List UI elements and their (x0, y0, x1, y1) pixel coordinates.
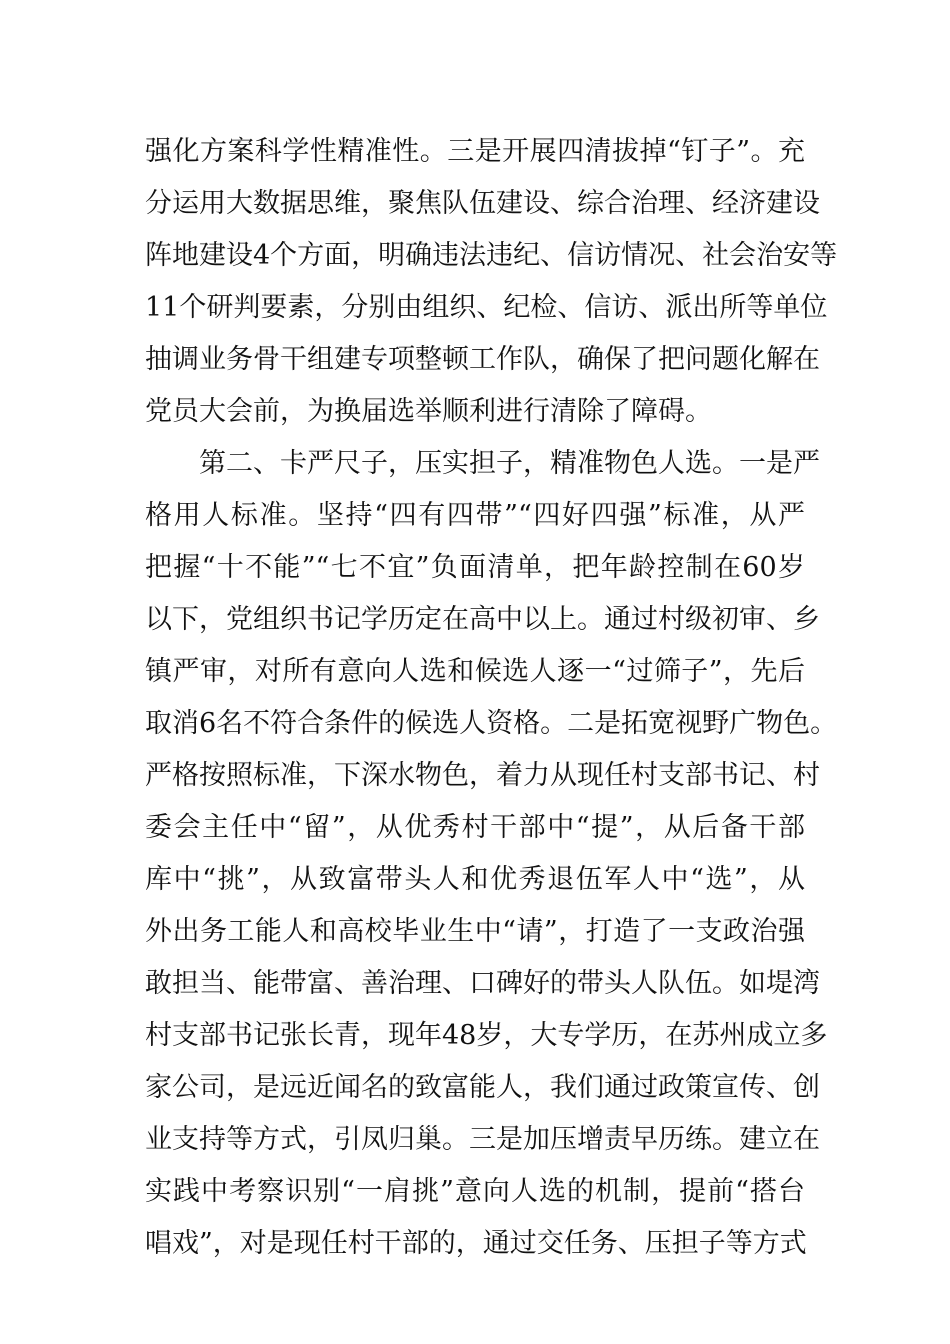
text-line: 镇严审，对所有意向人选和候选人逐一“过筛子”，先后 (145, 656, 805, 687)
text-line: 家公司，是远近闻名的致富能人，我们通过政策宣传、创 (145, 1072, 820, 1103)
text-line: 强化方案科学性精准性。三是开展四清拔掉“钉子”。充 (145, 136, 805, 167)
text-line: 委会主任中“留”，从优秀村干部中“提”，从后备干部 (145, 812, 805, 843)
text-line: 抽调业务骨干组建专项整顿工作队，确保了把问题化解在 (145, 344, 820, 375)
text-line: 严格按照标准，下深水物色，着力从现任村支部书记、村 (145, 760, 820, 791)
text-line: 唱戏”，对是现任村干部的，通过交任务、压担子等方式 (145, 1228, 807, 1259)
text-line: 阵地建设4个方面，明确违法违纪、信访情况、社会治安等 (145, 240, 838, 271)
text-line: 村支部书记张长青，现年48岁，大专学历，在苏州成立多 (145, 1020, 828, 1051)
text-line: 把握“十不能”“七不宜”负面清单，把年龄控制在60岁 (145, 552, 805, 583)
text-line: 业支持等方式，引凤归巢。三是加压增责早历练。建立在 (145, 1124, 820, 1155)
text-line: 敢担当、能带富、善治理、口碑好的带头人队伍。如堤湾 (145, 968, 820, 999)
paragraph-last-line: 党员大会前，为换届选举顺利进行清除了障碍。 (145, 396, 712, 427)
text-line: 取消6名不符合条件的候选人资格。二是拓宽视野广物色。 (145, 708, 838, 739)
text-line: 分运用大数据思维，聚焦队伍建设、综合治理、经济建设 (145, 188, 820, 219)
text-line: 库中“挑”，从致富带头人和优秀退伍军人中“选”，从 (145, 864, 805, 895)
text-line: 外出务工能人和高校毕业生中“请”，打造了一支政治强 (145, 916, 805, 947)
text-line: 实践中考察识别“一肩挑”意向人选的机制，提前“搭台 (145, 1176, 805, 1207)
text-line: 格用人标准。坚持“四有四带”“四好四强”标准，从严 (145, 500, 805, 531)
text-line: 以下，党组织书记学历定在高中以上。通过村级初审、乡 (145, 604, 820, 635)
text-line: 11个研判要素，分别由组织、纪检、信访、派出所等单位 (145, 292, 828, 323)
paragraph-first-line: 第二、卡严尺子，压实担子，精准物色人选。一是严 (199, 448, 820, 479)
